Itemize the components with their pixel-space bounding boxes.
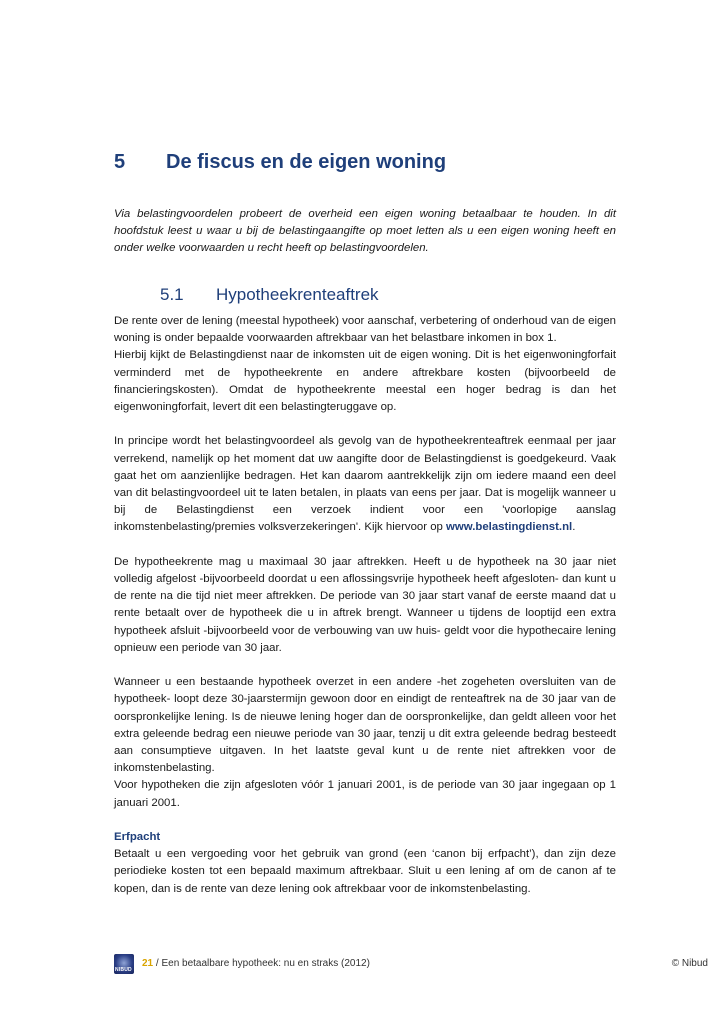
section-title: Hypotheekrenteaftrek [216, 285, 379, 304]
nibud-logo-icon [114, 954, 134, 974]
chapter-title: De fiscus en de eigen woning [166, 151, 447, 173]
paragraph-3-text: In principe wordt het belastingvoordeel als gevolg van de hypotheekrenteaftrek eenmaal per jaar verrekend, namelijk op het moment dat uw aangifte door de Belastingdienst is goedgekeurd. Vaak gaat het om aanzienlijke bedragen. Het kan daarom aantrekkelijk zijn om iedere maand een deel van dit belastingvoordeel uit te laten betalen, in plaats van eens per jaar. Dat is mogelijk wanneer u bij de Belastingdienst een verzoek indient voor een 'voorlopige aanslag inkomstenbelasting/premies volksverzekeringen'. Kijk hiervoor op [114, 435, 616, 534]
paragraph-3 [114, 433, 616, 536]
logo-text: NIBUD [115, 967, 132, 973]
paragraph-6: Voor hypotheken die zijn afgesloten vóór 1 januari 2001, is de periode van 30 jaar ingegaan op 1 januari 2001. [114, 779, 616, 809]
page-footer [114, 954, 708, 976]
chapter-number: 5 [114, 151, 126, 173]
belastingdienst-link[interactable]: www.belastingdienst.nl [446, 521, 573, 534]
section-heading [160, 285, 379, 305]
paragraph-5: Wanneer u een bestaande hypotheek overzet in een andere -het zogeheten oversluiten van de hypotheek- loopt deze 30-jaarstermijn gewoon door en eindigt de renteaftrek na de 30 jaar van de oorspronkelijke lening. Is de nieuwe lening hoger dan de oorspronkelijke, dan geldt alleen voor het extra geleende bedrag een nieuwe periode van 30 jaar, tenzij u dit extra geleende bedrag besteedt aan consumptieve uitgaven. In het laatste geval kunt u de rente niet aftrekken voor de inkomstenbelasting. [114, 676, 616, 775]
paragraph-7: Betaalt u een vergoeding voor het gebruik van grond (een ‘canon bij erfpacht’), dan zijn deze periodieke kosten tot een bepaald maximum aftrekbaar. Sluit u een lening af om de canon af te kopen, dan is de rente van deze lening ook aftrekbaar voor de inkomstenbelasting. [114, 848, 616, 895]
section-number: 5.1 [160, 285, 184, 304]
publication-title: / Een betaalbare hypotheek: nu en straks (2012) [153, 958, 370, 969]
chapter-heading [114, 151, 446, 174]
page-number: 21 [142, 958, 154, 969]
paragraph-4: De hypotheekrente mag u maximaal 30 jaar aftrekken. Heeft u de hypotheek na 30 jaar niet volledig afgelost -bijvoorbeeld doordat u een aflossingsvrije hypotheek heeft afgesloten- dan kunt u de rente na die tijd niet meer aftrekken. De periode van 30 jaar start vanaf de eerste maand dat u rente betaalt over de hypotheek die u in aftrek brengt. Wanneer u tijdens de looptijd een extra hypotheek afsluit -bijvoorbeeld voor de verbouwing van uw huis- geldt voor die hypothecaire lening opnieuw een periode van 30 jaar. [114, 555, 616, 654]
body-text [114, 313, 616, 915]
paragraph-1: De rente over de lening (meestal hypotheek) voor aanschaf, verbetering of onderhoud van de eigen woning is onder bepaalde voorwaarden aftrekbaar van het belastbare inkomen in box 1. [114, 315, 616, 345]
footer-copyright: © Nibud [671, 958, 708, 969]
footer-publication [142, 958, 370, 969]
chapter-intro: Via belastingvoordelen probeert de overheid een eigen woning betaalbaar te houden. In dit hoofdstuk leest u waar u bij de belastingaangifte op moet letten als u een eigen woning heeft en onder welke voorwaarden u recht heeft op belastingvoordelen. [114, 208, 616, 255]
erfpacht-heading: Erfpacht [114, 831, 161, 844]
paragraph-2: Hierbij kijkt de Belastingdienst naar de inkomsten uit de eigen woning. Dit is het eigenwoningforfait verminderd met de hypotheekrente en andere aftrekbare kosten (bijvoorbeeld de financieringskosten). Omdat de hypotheekrente meestal een hoger bedrag is dan het eigenwoningforfait, levert dit een belastingteruggave op. [114, 349, 616, 414]
paragraph-3-end: . [572, 521, 576, 534]
erfpacht-block [114, 829, 616, 898]
